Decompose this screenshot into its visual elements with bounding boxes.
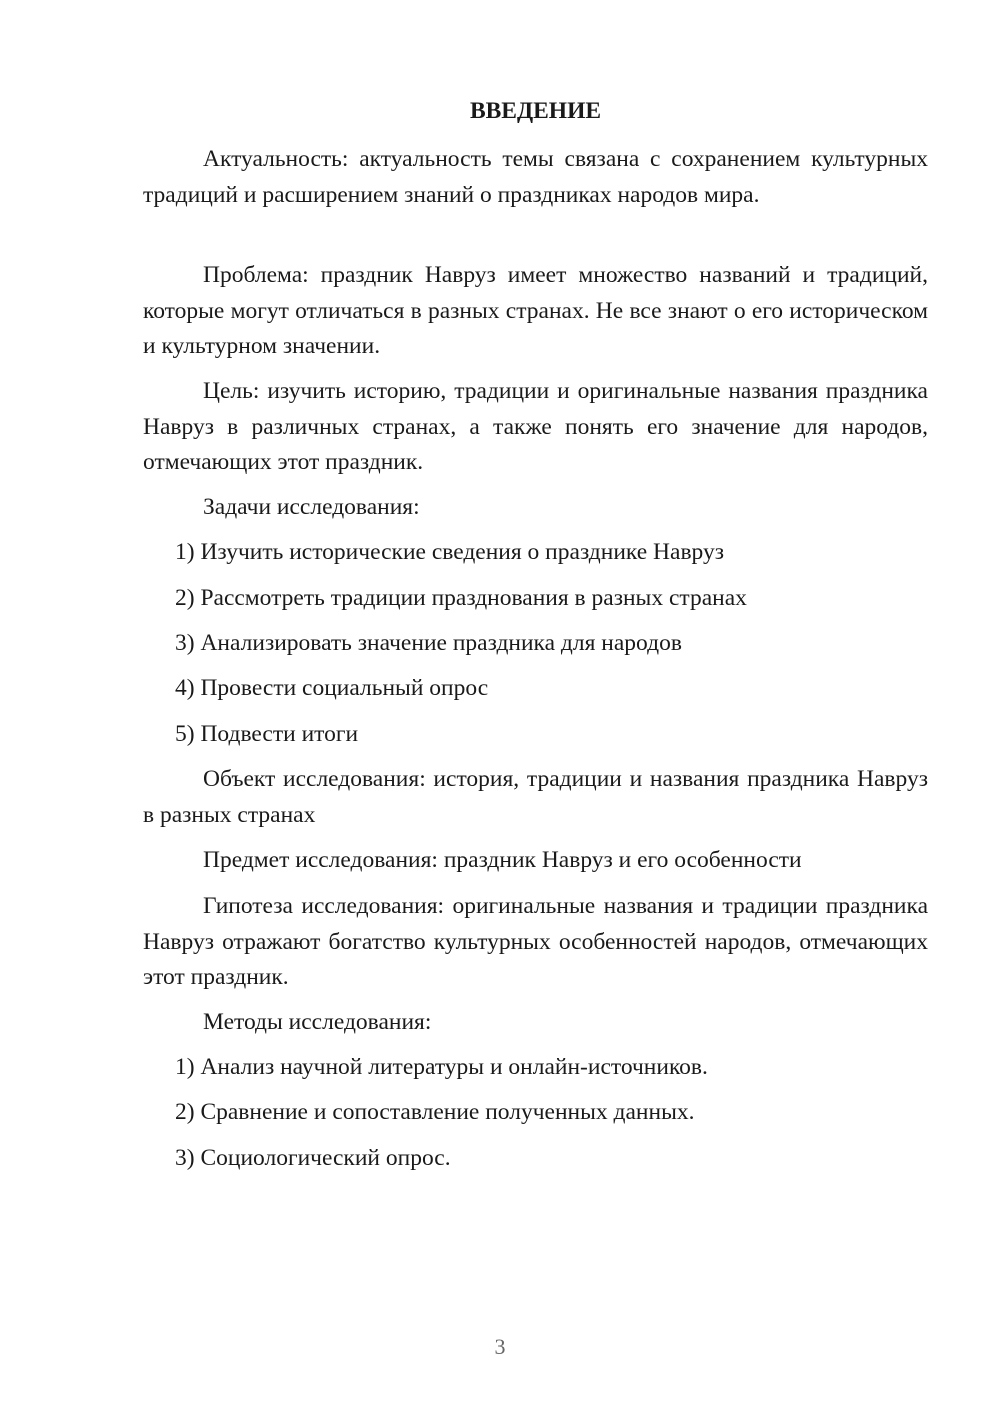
- goal-paragraph: Цель: изучить историю, традиции и оригинальные названия праздника Навруз в различных странах, а также понять его значение для народов, отмечающих этот праздник.: [143, 378, 928, 475]
- task-item: 2) Рассмотреть традиции празднования в разных странах: [175, 585, 747, 611]
- method-item: 3) Социологический опрос.: [175, 1145, 451, 1171]
- method-item: 1) Анализ научной литературы и онлайн-источников.: [175, 1054, 708, 1080]
- method-item: 2) Сравнение и сопоставление полученных данных.: [175, 1099, 695, 1125]
- page-number: 3: [494, 1334, 506, 1359]
- subject-paragraph: Предмет исследования: праздник Навруз и его особенности: [203, 847, 802, 873]
- problem-paragraph: Проблема: праздник Навруз имеет множество названий и традиций, которые могут отличаться в разных странах. Не все знают о его историческом и культурном значении.: [143, 262, 928, 359]
- task-item: 1) Изучить исторические сведения о празднике Навруз: [175, 539, 725, 565]
- task-item: 5) Подвести итоги: [175, 721, 359, 747]
- methods-heading: Методы исследования:: [203, 1009, 432, 1035]
- task-item: 4) Провести социальный опрос: [175, 675, 489, 701]
- hypothesis-paragraph: Гипотеза исследования: оригинальные названия и традиции праздника Навруз отражают богатство культурных особенностей народов, отмечающих этот праздник.: [143, 893, 928, 990]
- tasks-heading: Задачи исследования:: [203, 494, 420, 520]
- section-title: ВВЕДЕНИЕ: [469, 98, 602, 124]
- object-paragraph: Объект исследования: история, традиции и названия праздника Навруз в разных странах: [143, 766, 928, 828]
- relevance-paragraph: Актуальность: актуальность темы связана с сохранением культурных традиций и расширением знаний о праздниках народов мира.: [143, 146, 928, 208]
- task-item: 3) Анализировать значение праздника для народов: [175, 630, 682, 656]
